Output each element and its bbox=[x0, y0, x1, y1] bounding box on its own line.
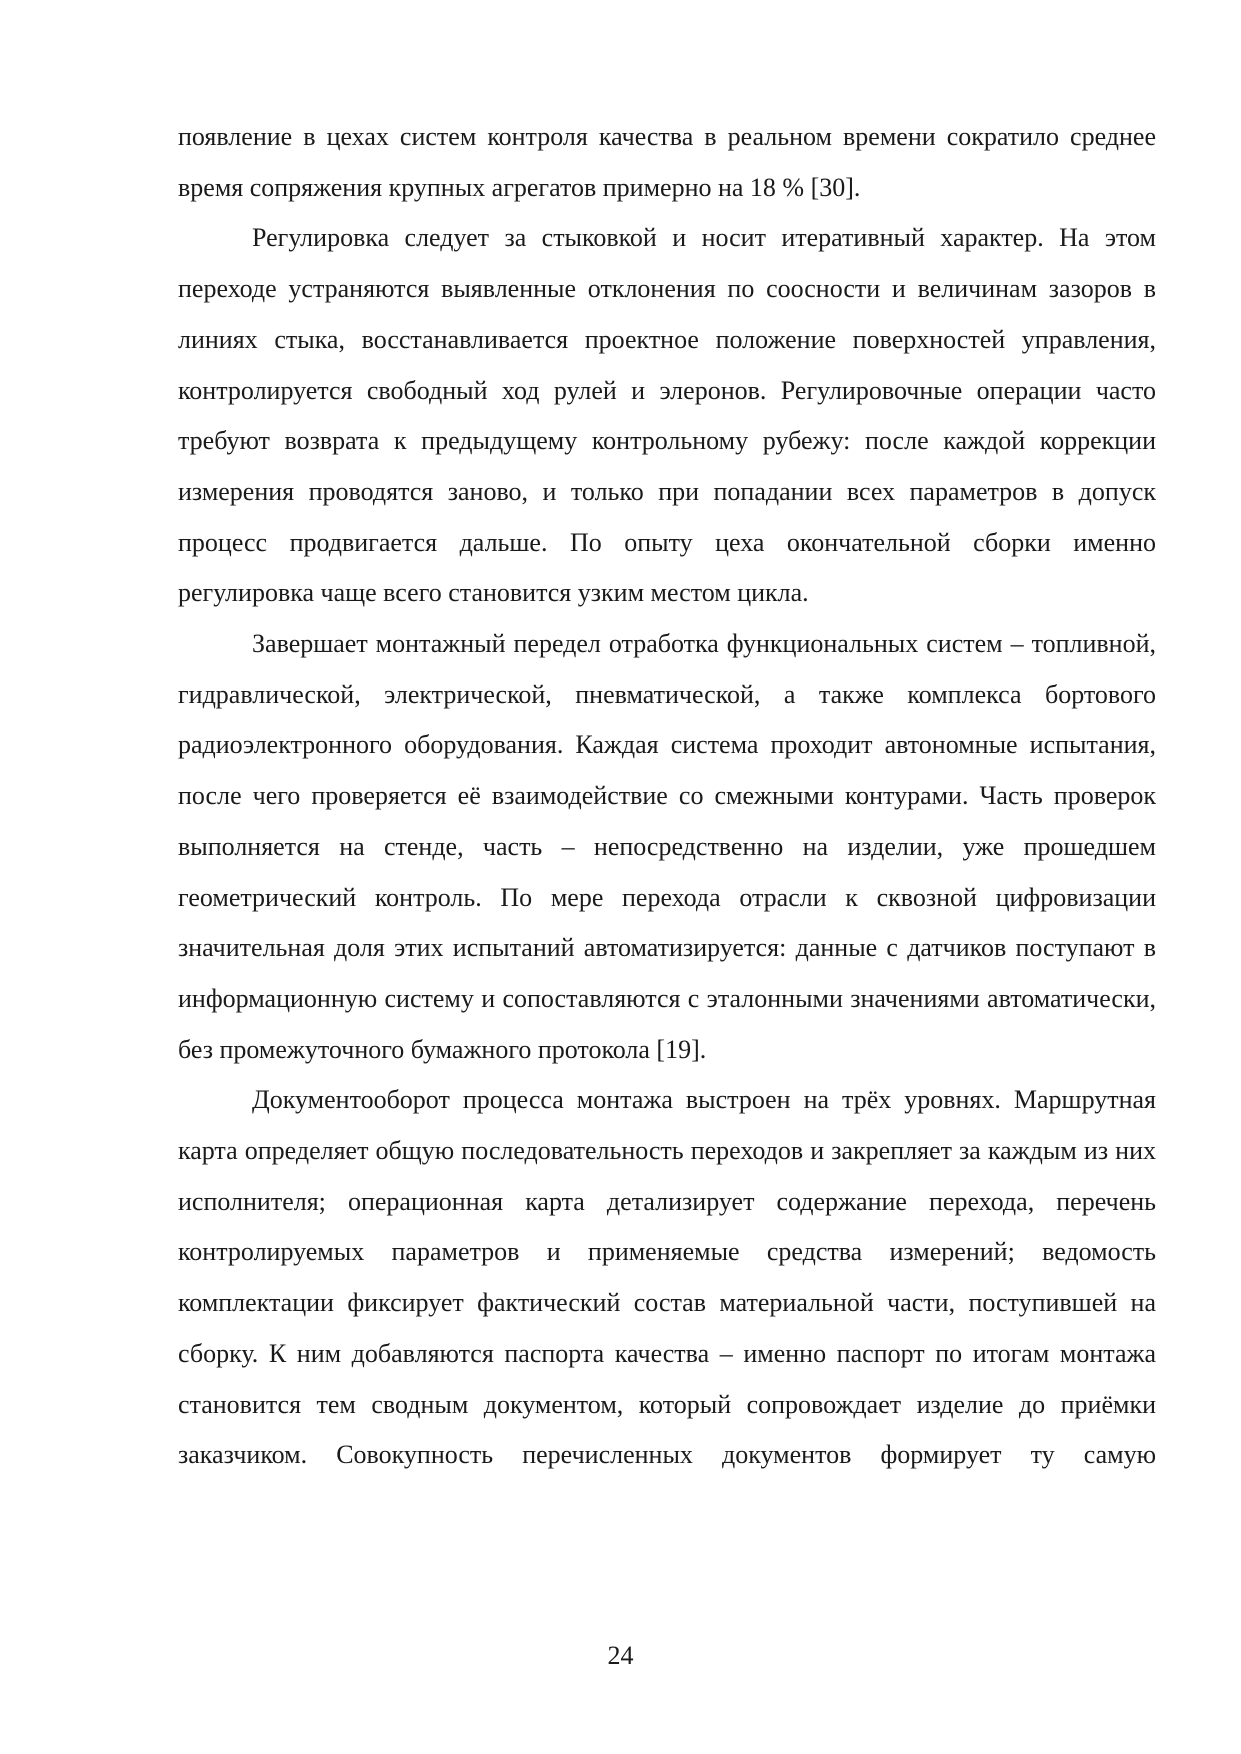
paragraph-continued: появление в цехах систем контроля качества в реальном времени сократило среднее время сопряжения крупных агрегатов примерно на 18 % [30]. bbox=[178, 122, 1156, 202]
body-text bbox=[178, 112, 1156, 1481]
page-number: 24 bbox=[607, 1641, 634, 1670]
paragraph-documentation: Документооборот процесса монтажа выстроен на трёх уровнях. Маршрутная карта определяет общую последовательность переходов и закрепляет за каждым из них исполнителя; операционная карта детализирует содержание перехода, перечень контролируемых параметров и применяемые средства измерений; ведомость комплектации фиксирует фактический состав материальной части, поступившей на сборку. К ним добавляются паспорта качества – именно паспорт по итогам монтажа становится тем сводным документом, который сопровождает изделие до приёмки заказчиком. Совокупность перечисленных документов формирует ту самую bbox=[178, 1085, 1156, 1470]
paragraph-systems-testing: Завершает монтажный передел отработка функциональных систем – топливной, гидравлической, электрической, пневматической, а также комплекса бортового радиоэлектронного оборудования. Каждая система проходит автономные испытания, после чего проверяется её взаимодействие со смежными контурами. Часть проверок выполняется на стенде, часть – непосредственно на изделии, уже прошедшем геометрический контроль. По мере перехода отрасли к сквозной цифровизации значительная доля этих испытаний автоматизируется: данные с датчиков поступают в информационную систему и сопоставляются с эталонными значениями автоматически, без промежуточного бумажного протокола [19]. bbox=[178, 629, 1156, 1064]
paragraph-adjustment: Регулировка следует за стыковкой и носит итеративный характер. На этом переходе устраняются выявленные отклонения по соосности и величинам зазоров в линиях стыка, восстанавливается проектное положение поверхностей управления, контролируется свободный ход рулей и элеронов. Регулировочные операции часто требуют возврата к предыдущему контрольному рубежу: после каждой коррекции измерения проводятся заново, и только при попадании всех параметров в допуск процесс продвигается дальше. По опыту цеха окончательной сборки именно регулировка чаще всего становится узким местом цикла. bbox=[178, 223, 1156, 608]
